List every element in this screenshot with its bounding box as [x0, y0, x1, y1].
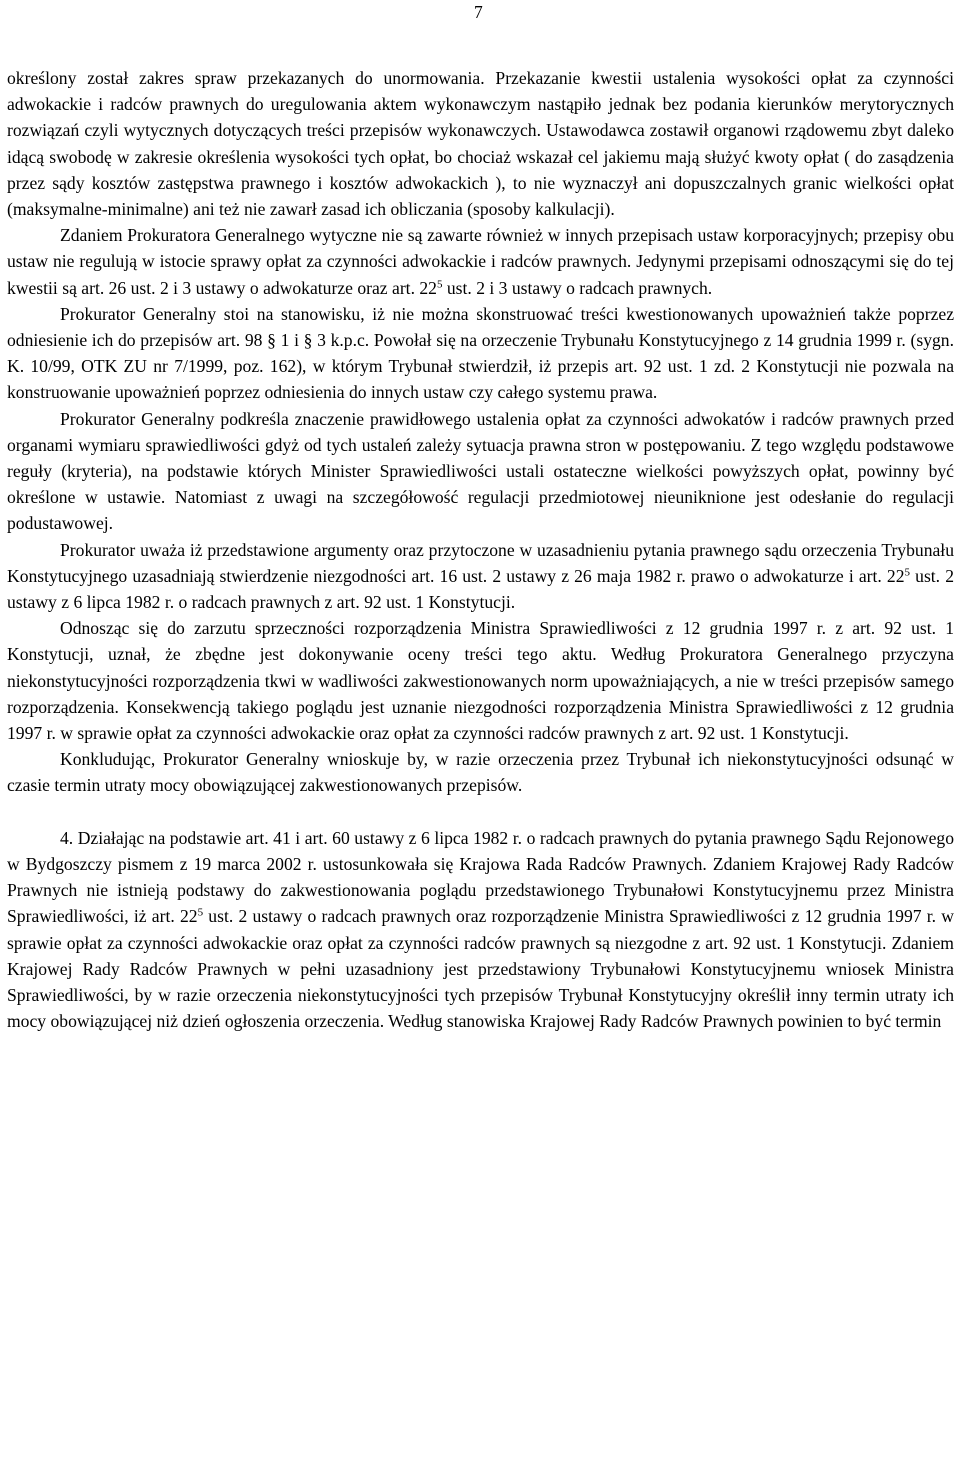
paragraph-5: [7, 537, 954, 616]
paragraph-2: [7, 222, 954, 301]
paragraph-2-part-a: Zdaniem Prokuratora Generalnego wytyczne nie są zawarte również w innych przepisach ustaw korporacyjnych; przepisy obu ustaw nie regulują w istocie sprawy opłat za czynności adwokackie i radców prawnych. Jedynymi przepisami odnoszącymi się do tej kwestii są art. 26 ust. 2 i 3 ustawy o adwokaturze oraz art. 22: [7, 225, 954, 298]
paragraph-5-part-b: ust. 2 ustawy z 6 lipca 1982 r. o radcach prawnych z art. 92 ust. 1 Konstytucji.: [7, 565, 954, 613]
paragraph-6: Odnosząc się do zarzutu sprzeczności rozporządzenia Ministra Sprawiedliwości z 12 grudnia 1997 r. z art. 92 ust. 1 Konstytucji, uznał, że zbędne jest dokonywanie oceny treści tego aktu. Według Prokuratora Generalnego przyczyna niekonstytucyjności rozporządzenia tkwi w wadliwości zakwestionowanych norm upoważniających, a nie w treści przepisów samego rozporządzenia. Konsekwencją takiego poglądu jest uznanie niezgodności rozporządzenia Ministra Sprawiedliwości z 12 grudnia 1997 r. w sprawie opłat za czynności adwokackie oraz opłat za czynności radców prawnych z art. 92 ust. 1 Konstytucji.: [7, 618, 954, 744]
superscript: 5: [904, 566, 911, 579]
paragraph-1: określony został zakres spraw przekazanych do unormowania. Przekazanie kwestii ustalenia wysokości opłat za czynności adwokackie i radców prawnych do uregulowania aktem wykonawczym nastąpiło jednak bez podania kierunków merytorycznych rozwiązań czyli wytycznych dotyczących treści przepisów wykonawczych. Ustawodawca zostawił organowi rządowemu zbyt daleko idącą swobodę w zakresie określenia wysokości tych opłat, bo chociaż wskazał cel jakiemu mają służyć kwoty opłat ( do zasądzenia przez sądy kosztów zastępstwa prawnego i kosztów adwokackich ), to nie wyznaczył ani dopuszczalnych granic wielkości opłat (maksymalne-minimalne) ani też nie zawarł zasad ich obliczania (sposoby kalkulacji).: [7, 68, 954, 220]
superscript: 5: [197, 906, 204, 919]
document-body: [7, 65, 954, 1034]
paragraph-3: Prokurator Generalny stoi na stanowisku, iż nie można skonstruować treści kwestionowanych upoważnień także poprzez odniesienie ich do przepisów art. 98 § 1 i § 3 k.p.c. Powołał się na orzeczenie Trybunału Konstytucyjnego z 14 grudnia 1999 r. (sygn. K. 10/99, OTK ZU nr 7/1999, poz. 162), w którym Trybunał stwierdził, iż przepis art. 92 ust. 1 zd. 2 Konstytucji nie pozwala na konstruowanie upoważnień poprzez odniesienia do innych ustaw czy całego systemu prawa.: [7, 303, 954, 403]
superscript: 5: [436, 278, 443, 291]
paragraph-8-part-a: 4. Działając na podstawie art. 41 i art. 60 ustawy z 6 lipca 1982 r. o radcach prawnych do pytania prawnego Sądu Rejonowego w Bydgoszczy pismem z 19 marca 2002 r. ustosunkowała się Krajowa Rada Radców Prawnych. Zdaniem Krajowej Rady Radców Prawnych nie istnieją podstawy do zakwestionowania poglądu przedstawionego Trybunałowi Konstytucyjnemu przez Ministra Sprawiedliwości, iż art. 22: [7, 827, 954, 927]
section-4-paragraph: [7, 825, 954, 1035]
paragraph-2-part-b: ust. 2 i 3 ustawy o radcach prawnych.: [442, 277, 713, 298]
paragraph-4: Prokurator Generalny podkreśla znaczenie prawidłowego ustalenia opłat za czynności adwokatów i radców prawnych przed organami wymiaru sprawiedliwości gdyż od tych ustaleń zależy sytuacja prawna stron w postępowaniu. Z tego względu podstawowe reguły (kryteria), na podstawie których Minister Sprawiedliwości ustali ostateczne wielkości powyższych opłat, powinny być określone w ustawie. Natomiast z uwagi na szczegółowość regulacji przedmiotowej nieuniknione jest odesłanie do regulacji podustawowej.: [7, 408, 954, 534]
paragraph-7: Konkludując, Prokurator Generalny wnioskuje by, w razie orzeczenia przez Trybunał ich niekonstytucyjności odsunąć w czasie termin utraty mocy obowiązującej zakwestionowanych przepisów.: [7, 749, 954, 796]
page-number: 7: [474, 2, 483, 22]
paragraph-8-part-b: ust. 2 ustawy o radcach prawnych oraz rozporządzenie Ministra Sprawiedliwości z 12 grudnia 1997 r. w sprawie opłat za czynności adwokackie oraz opłat za czynności radców prawnych są niezgodne z art. 92 ust. 1 Konstytucji. Zdaniem Krajowej Rady Radców Prawnych w pełni uzasadniony jest przedstawiony Trybunałowi Konstytucyjnemu wniosek Ministra Sprawiedliwości, by w razie orzeczenia niekonstytucyjności tych przepisów Trybunał Konstytucyjny określił inny termin utraty ich mocy obowiązującej niż dzień ogłoszenia orzeczenia. Według stanowiska Krajowej Rady Radców Prawnych powinien to być termin: [7, 906, 954, 1032]
paragraph-5-part-a: Prokurator uważa iż przedstawione argumenty oraz przytoczone w uzasadnieniu pytania prawnego sądu orzeczenia Trybunału Konstytucyjnego uzasadniają stwierdzenie niezgodności art. 16 ust. 2 ustawy z 26 maja 1982 r. prawo o adwokaturze i art. 22: [7, 539, 954, 586]
